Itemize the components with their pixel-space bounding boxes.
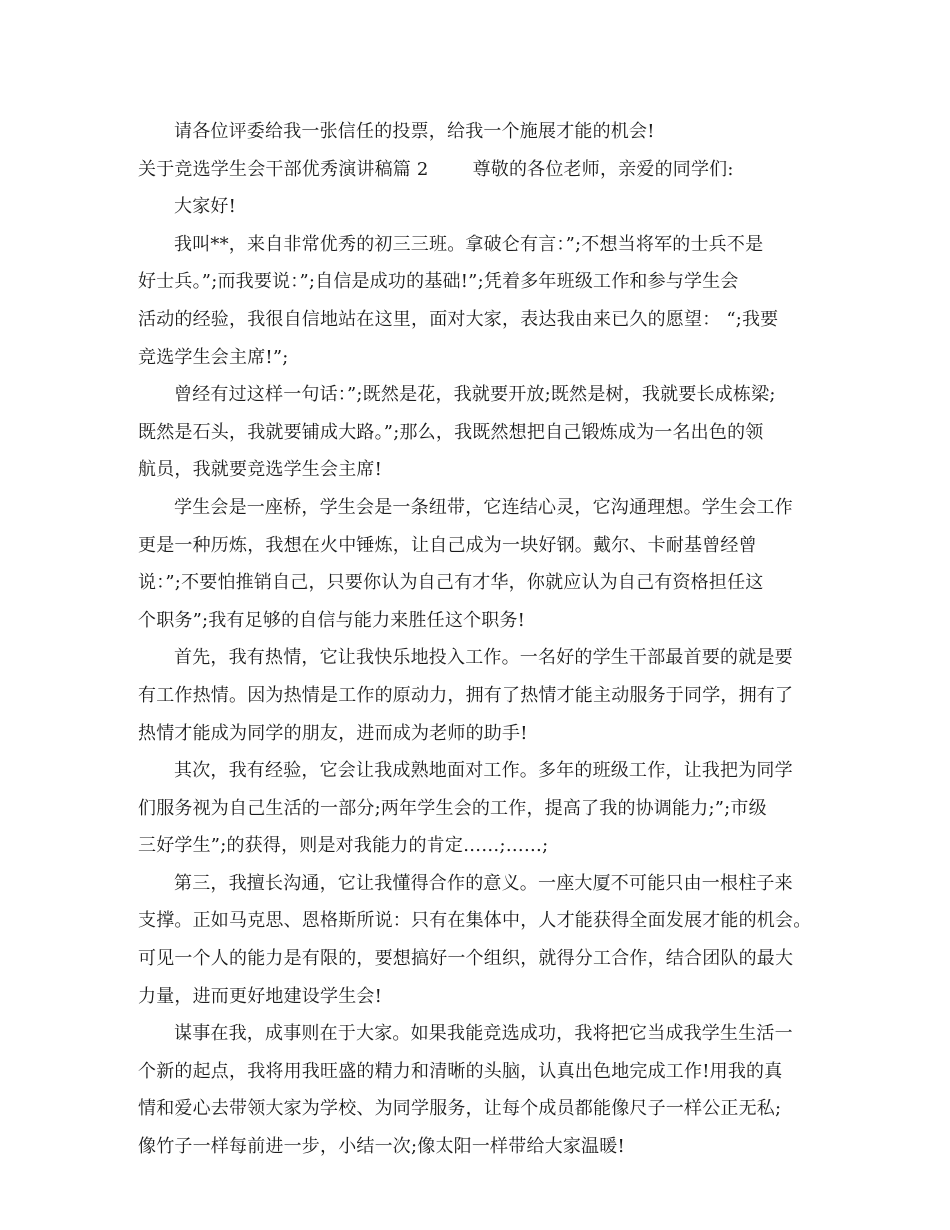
paragraph-line: 更是一种历炼，我想在火中锤炼，让自己成为一块好钢。戴尔、卡耐基曾经曾 [138,534,757,556]
paragraph-line: 情和爱心去带领大家为学校、为同学服务，让每个成员都能像尺子一样公正无私; [138,1098,782,1120]
paragraph-line: 说：”;不要怕推销自己，只要你认为自己有才华，你就应认为自己有资格担任这 [138,572,764,594]
paragraph-line: 其次，我有经验，它会让我成熟地面对工作。多年的班级工作，让我把为同学 [174,760,793,782]
paragraph-line: 活动的经验，我很自信地站在这里，面对大家，表达我由来已久的愿望： “;我要 [138,308,779,330]
paragraph-line: 竞选学生会主席!”; [138,346,289,368]
paragraph-line: 热情才能成为同学的朋友，进而成为老师的助手! [138,722,528,744]
paragraph-line: 可见一个人的能力是有限的，要想搞好一个组织，就得分工合作，结合团队的最大 [138,948,794,970]
paragraph-line: 曾经有过这样一句话：”;既然是花，我就要开放;既然是树，我就要长成栋梁; [174,384,776,406]
salutation: 尊敬的各位老师，亲爱的同学们: [472,158,734,180]
paragraph-line: 学生会是一座桥，学生会是一条纽带，它连结心灵，它沟通理想。学生会工作 [174,496,793,518]
section-heading-line [138,151,828,189]
paragraph-line: 有工作热情。因为热情是工作的原动力，拥有了热情才能主动服务于同学，拥有了 [138,684,794,706]
paragraph-line: 三好学生”;的获得，则是对我能力的肯定……;……; [138,835,549,857]
paragraph-line: 个职务”;我有足够的自信与能力来胜任这个职务! [138,609,526,631]
paragraph-line: 请各位评委给我一张信任的投票，给我一个施展才能的机会! [174,121,655,142]
paragraph-line: 首先，我有热情，它让我快乐地投入工作。一名好的学生干部最首要的就是要 [174,647,793,669]
paragraph-line: 既然是石头，我就要铺成大路。”;那么，我既然想把自己锻炼成为一名出色的领 [138,421,764,443]
paragraph-line: 航员，我就要竞选学生会主席! [138,459,383,481]
paragraph-line: 我叫**，来自非常优秀的初三三班。拿破仑有言：”;不想当将军的士兵不是 [174,233,764,255]
paragraph-line: 第三，我擅长沟通，它让我懂得合作的意义。一座大厦不可能只由一根柱子来 [174,872,793,894]
paragraph-line: 好士兵。”;而我要说：”;自信是成功的基础!”;凭着多年班级工作和参与学生会 [138,271,739,293]
paragraph-line: 力量，进而更好地建设学生会! [138,985,383,1007]
greeting: 大家好! [174,196,237,218]
paragraph-line: 像竹子一样每前进一步，小结一次;像太阳一样带给大家温暖! [138,1136,625,1158]
paragraph-line: 们服务视为自己生活的一部分;两年学生会的工作，提高了我的协调能力;”;市级 [138,797,767,819]
section-heading: 关于竞选学生会干部优秀演讲稿篇 2 [138,158,429,180]
document-body [138,113,828,1166]
paragraph-line: 支撑。正如马克思、恩格斯所说：只有在集体中，人才能获得全面发展才能的机会。 [138,910,812,932]
paragraph-line: 谋事在我，成事则在于大家。如果我能竞选成功，我将把它当成我学生生活一 [174,1023,793,1045]
paragraph-line: 个新的起点，我将用我旺盛的精力和清晰的头脑，认真出色地完成工作!用我的真 [138,1060,783,1082]
